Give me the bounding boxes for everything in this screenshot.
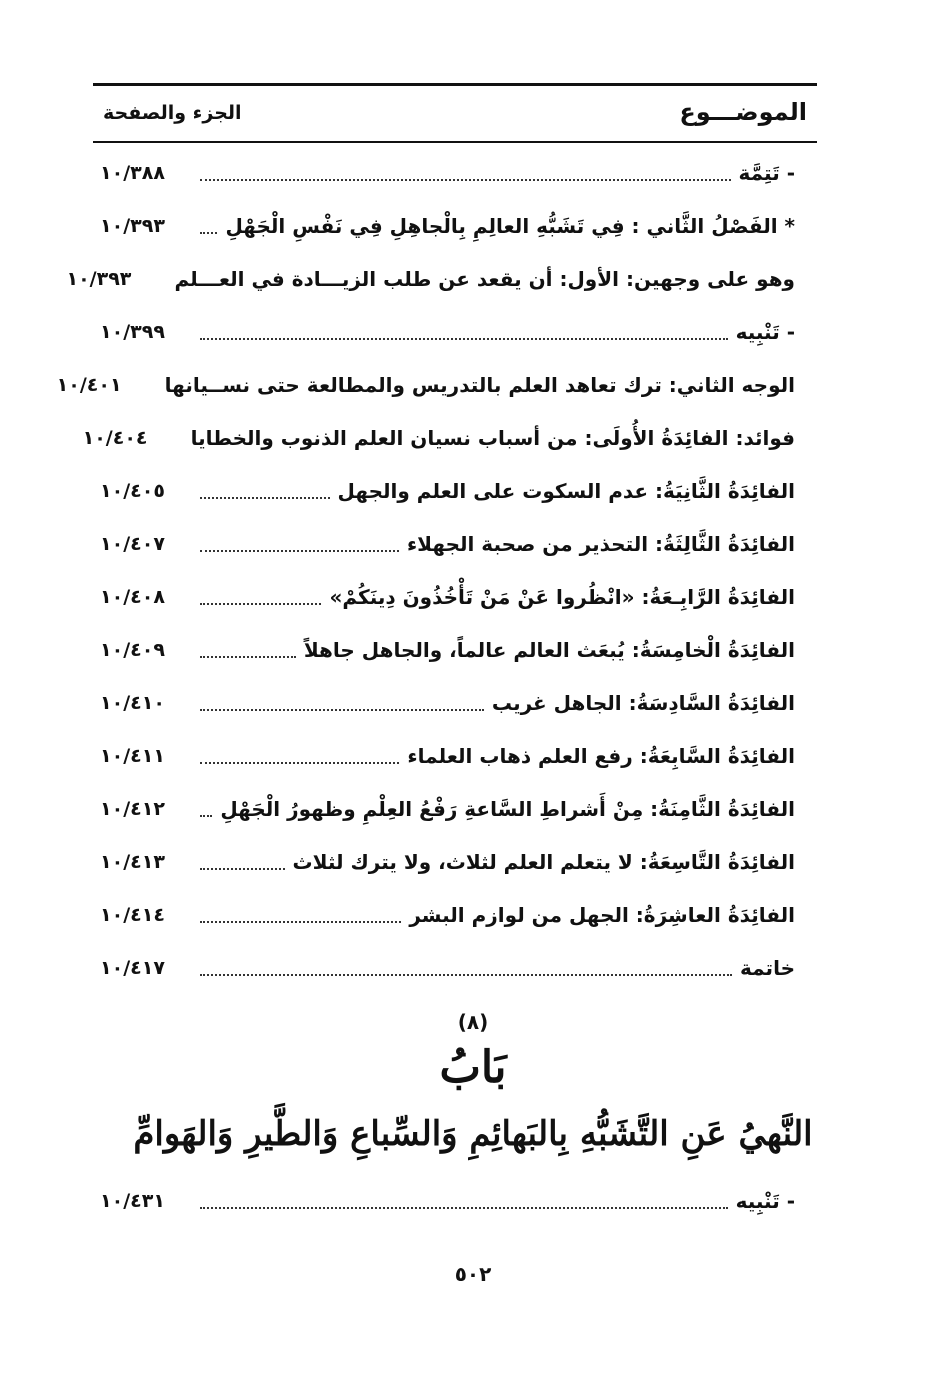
toc-entry-ref: ١٠/٤٠٤ [82, 426, 148, 449]
dotted-leader [200, 762, 399, 764]
toc-entry-title: * الفَصْلُ الثَّاني : فِي تَشَبُّهِ العالِمِ بِالْجاهِلِ فِي نَفْسِ الْجَهْلِ [225, 213, 795, 238]
dotted-leader [200, 497, 330, 499]
toc-entry [82, 411, 795, 464]
top-rule [93, 83, 817, 86]
toc-entry [100, 517, 795, 570]
dotted-leader [200, 179, 731, 181]
toc-entry-title: الفائِدَةُ الثَّانِيَةُ: عدم السكوت على العلم والجهل [337, 478, 795, 503]
dotted-leader [200, 815, 212, 817]
toc-entry-ref: ١٠/٣٩٣ [100, 214, 165, 237]
toc-entry-title: خاتمة [740, 955, 795, 980]
page-number: ٥٠٢ [454, 1262, 492, 1286]
dotted-leader [200, 338, 728, 340]
toc-entry-title: الفائِدَةُ السَّابِعَةُ: رفع العلم ذهاب العلماء [407, 743, 795, 768]
toc-entry-title: فوائد: الفائِدَةُ الأُولَى: من أسباب نسيان العلم الذنوب والخطايا [190, 425, 795, 450]
toc-entry-ref: ١٠/٤٣١ [100, 1189, 165, 1212]
toc-entry-ref: ١٠/٣٩٣ [66, 267, 132, 290]
toc-entry-title: الفائِدَةُ الثَّامِنَةُ: مِنْ أَشراطِ السَّاعةِ رَفْعُ العِلْمِ وظهورُ الْجَهْلِ [220, 796, 795, 821]
toc-list [56, 146, 795, 994]
toc-entry-title: الفائِدَةُ الرَّابِـعَةُ: «انْظُروا عَنْ مَنْ تَأْخُذُونَ دِينَكُمْ» [329, 584, 795, 609]
toc-entry [100, 464, 795, 517]
dotted-leader [200, 656, 296, 658]
toc-entry-ref: ١٠/٤١٢ [100, 797, 165, 820]
toc-entry-title: - تَتِمَّة [738, 160, 795, 185]
toc-entry-ref: ١٠/٤٠٥ [100, 479, 165, 502]
section-number: (٨) [457, 1010, 489, 1034]
toc-entry-title: الفائِدَةُ السَّادِسَةُ: الجاهل غريب [491, 690, 795, 715]
toc-entry [100, 1174, 795, 1227]
toc-entry [100, 199, 795, 252]
toc-entry [100, 782, 795, 835]
toc-entry [100, 941, 795, 994]
toc-entry-ref: ١٠/٤١٠ [100, 691, 165, 714]
toc-entry-ref: ١٠/٤١٤ [100, 903, 165, 926]
toc-entry [66, 252, 795, 305]
toc-entry-title: وهو على وجهين: الأول: أن يقعد عن طلب الزيـــادة في العـــلم [174, 266, 795, 291]
dotted-leader [200, 232, 217, 234]
toc-entry-title: الفائِدَةُ التَّاسِعَةُ: لا يتعلم العلم لثلاث، ولا يترك لثلاث [292, 849, 795, 874]
dotted-leader [200, 603, 321, 605]
toc-entry-ref: ١٠/٤٠٨ [100, 585, 165, 608]
toc-entry [100, 570, 795, 623]
toc-entry [100, 146, 795, 199]
toc-entry-ref: ١٠/٤٠١ [56, 373, 122, 396]
header-rule [93, 141, 817, 143]
dotted-leader [200, 709, 484, 711]
table-header [93, 92, 817, 140]
toc-entry [100, 676, 795, 729]
toc-entry-title: - تَنْبِيه [735, 319, 795, 344]
dotted-leader [200, 974, 732, 976]
toc-entry-title: الفائِدَةُ العاشِرَةُ: الجهل من لوازم البشر [409, 902, 795, 927]
bab-heading: بَابُ [439, 1042, 507, 1093]
toc-entry-title: الفائِدَةُ الثَّالِثَةُ: التحذير من صحبة الجهلاء [406, 531, 795, 556]
chapter-title: النَّهيُ عَنِ التَّشَبُّهِ بِالبَهائِمِ وَالسِّباعِ وَالطَّيرِ وَالهَوامِّ [133, 1114, 813, 1154]
dotted-leader [200, 1207, 728, 1209]
dotted-leader [200, 550, 399, 552]
dotted-leader [200, 868, 285, 870]
toc-list-section-8 [100, 1174, 795, 1227]
toc-entry [100, 888, 795, 941]
toc-entry [100, 729, 795, 782]
topic-column-header: الموضـــوع [679, 98, 807, 126]
dotted-leader [200, 921, 401, 923]
toc-entry-title: - تَنْبِيه [735, 1188, 795, 1213]
toc-entry [100, 623, 795, 676]
toc-entry-ref: ١٠/٤١١ [100, 744, 165, 767]
toc-entry-ref: ١٠/٤٠٧ [100, 532, 165, 555]
toc-entry-ref: ١٠/٤١٧ [100, 956, 165, 979]
toc-entry-ref: ١٠/٤٠٩ [100, 638, 165, 661]
toc-entry-ref: ١٠/٤١٣ [100, 850, 165, 873]
toc-entry-title: الوجه الثاني: ترك تعاهد العلم بالتدريس والمطالعة حتى نســيانها [164, 372, 795, 397]
toc-entry [100, 305, 795, 358]
toc-entry-ref: ١٠/٣٩٩ [100, 320, 165, 343]
page-column-header: الجزء والصفحة [103, 102, 242, 124]
toc-entry [56, 358, 795, 411]
toc-entry-title: الفائِدَةُ الْخامِسَةُ: يُبعَث العالم عالماً، والجاهل جاهلاً [303, 637, 795, 662]
toc-entry-ref: ١٠/٣٨٨ [100, 161, 165, 184]
toc-entry [100, 835, 795, 888]
